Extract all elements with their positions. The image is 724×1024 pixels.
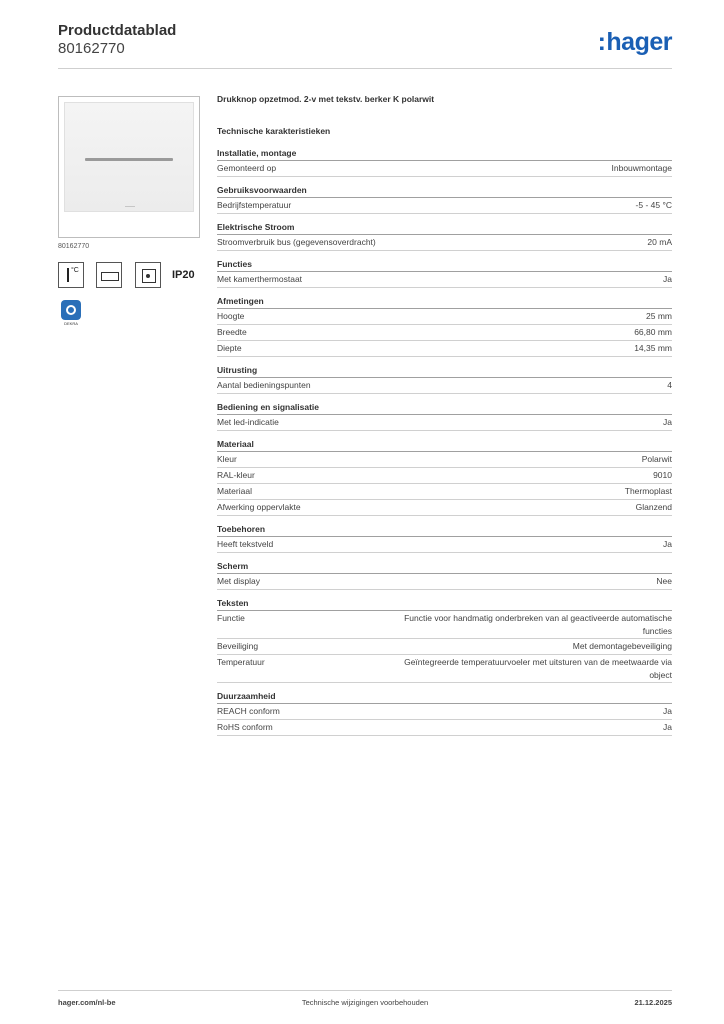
spec-key: Met display [217,576,260,586]
spec-value: Ja [663,722,672,732]
section-title: Toebehoren [217,524,672,537]
spec-key: Breedte [217,327,247,337]
spec-value: Ja [663,274,672,284]
footer-website: hager.com/nl-be [58,998,116,1007]
spec-section [217,439,672,516]
spec-key: REACH conform [217,706,280,716]
spec-value: Inbouwmontage [611,163,672,173]
spec-row [217,484,672,500]
spec-key: Aantal bedieningspunten [217,380,311,390]
spec-key: Kleur [217,454,237,464]
thermometer-icon: °C [58,262,84,288]
spec-value: Polarwit [641,454,672,464]
spec-row [217,574,672,590]
section-title: Materiaal [217,439,672,452]
certification-icon [58,300,84,328]
section-title: Bediening en signalisatie [217,402,672,415]
spec-section [217,222,672,251]
tech-title: Technische karakteristieken [217,126,331,136]
product-image-frame [58,96,200,238]
spec-row [217,537,672,553]
footer-note: Technische wijzigingen voorbehouden [301,998,429,1007]
section-title: Uitrusting [217,365,672,378]
spec-row [217,378,672,394]
spec-section [217,148,672,177]
spec-row [217,611,672,639]
section-title: Gebruiksvoorwaarden [217,185,672,198]
spec-value: Ja [663,539,672,549]
footer-date: 21.12.2025 [634,998,672,1007]
logo-text: hager [606,28,672,56]
spec-row [217,272,672,288]
spec-value: Ja [663,706,672,716]
spec-key: Beveiliging [217,641,259,651]
document-number: 80162770 [58,40,125,57]
spec-section [217,598,672,683]
spec-row [217,639,672,655]
section-title: Teksten [217,598,672,611]
spec-key: Met kamerthermostaat [217,274,303,284]
spec-value: Glanzend [635,502,672,512]
hager-logo: :hager [597,28,672,56]
spec-row [217,452,672,468]
spec-key: Bedrijfstemperatuur [217,200,292,210]
spec-section [217,185,672,214]
spec-value: 4 [667,380,672,390]
section-title: Duurzaamheid [217,691,672,704]
spec-section [217,296,672,357]
document-title: Productdatablad [58,22,177,39]
spec-sections [217,148,672,736]
spec-value: Nee [656,576,672,586]
spec-value: Ja [663,417,672,427]
section-title: Elektrische Stroom [217,222,672,235]
spec-key: RAL-kleur [217,470,255,480]
spec-value: 9010 [653,470,672,480]
certification-label: DEKRA [64,321,78,326]
spec-value: -5 - 45 °C [635,200,672,210]
spec-row [217,309,672,325]
spec-key: Diepte [217,343,242,353]
spec-value: Thermoplast [624,486,672,496]
section-title: Installatie, montage [217,148,672,161]
spec-row [217,655,672,683]
spec-value: Functie voor handmatig onderbreken van al geactiveerde automatische functies [404,613,672,636]
spec-key: Temperatuur [217,657,265,667]
spec-key: RoHS conform [217,722,273,732]
spec-value: Met demontagebeveiliging [572,641,672,651]
spec-section [217,365,672,394]
spec-section [217,259,672,288]
spec-row [217,500,672,516]
spec-row [217,341,672,357]
product-reference: 80162770 [58,243,90,250]
spec-key: Met led-indicatie [217,417,279,427]
spec-section [217,524,672,553]
document-header [58,22,176,58]
header-divider [58,68,672,69]
ip-rating-badge: IP20 [172,262,208,288]
product-image [64,102,194,212]
spec-value: 66,80 mm [634,327,672,337]
spec-key: Hoogte [217,311,245,321]
spec-row [217,415,672,431]
spec-key: Materiaal [217,486,252,496]
shield-icon [61,300,81,320]
spec-row [217,325,672,341]
button-icon [135,262,161,288]
spec-key: Gemonteerd op [217,163,277,173]
product-name: Drukknop opzetmod. 2-v met tekstv. berker K polarwit [217,94,435,104]
spec-section [217,402,672,431]
spec-row [217,198,672,214]
spec-value: Geïntegreerde temperatuurvoeler met uitsturen van de meetwaarde via object [404,657,672,680]
spec-value: 25 mm [646,311,672,321]
spec-row [217,704,672,720]
spec-key: Functie [217,613,245,623]
spec-row [217,468,672,484]
display-icon [96,262,122,288]
spec-key: Stroomverbruik bus (gegevensoverdracht) [217,237,376,247]
section-title: Scherm [217,561,672,574]
footer-divider [58,990,672,991]
spec-section [217,691,672,736]
spec-row [217,720,672,736]
section-title: Afmetingen [217,296,672,309]
spec-key: Afwerking oppervlakte [217,502,301,512]
spec-section [217,561,672,590]
spec-value: 20 mA [647,237,672,247]
product-divider-line [85,158,173,161]
spec-content [217,94,672,736]
spec-key: Heeft tekstveld [217,539,274,549]
spec-row [217,235,672,251]
section-title: Functies [217,259,672,272]
spec-value: 14,35 mm [634,343,672,353]
feature-icons [58,262,208,290]
spec-row [217,161,672,177]
product-led-mark [125,206,135,207]
